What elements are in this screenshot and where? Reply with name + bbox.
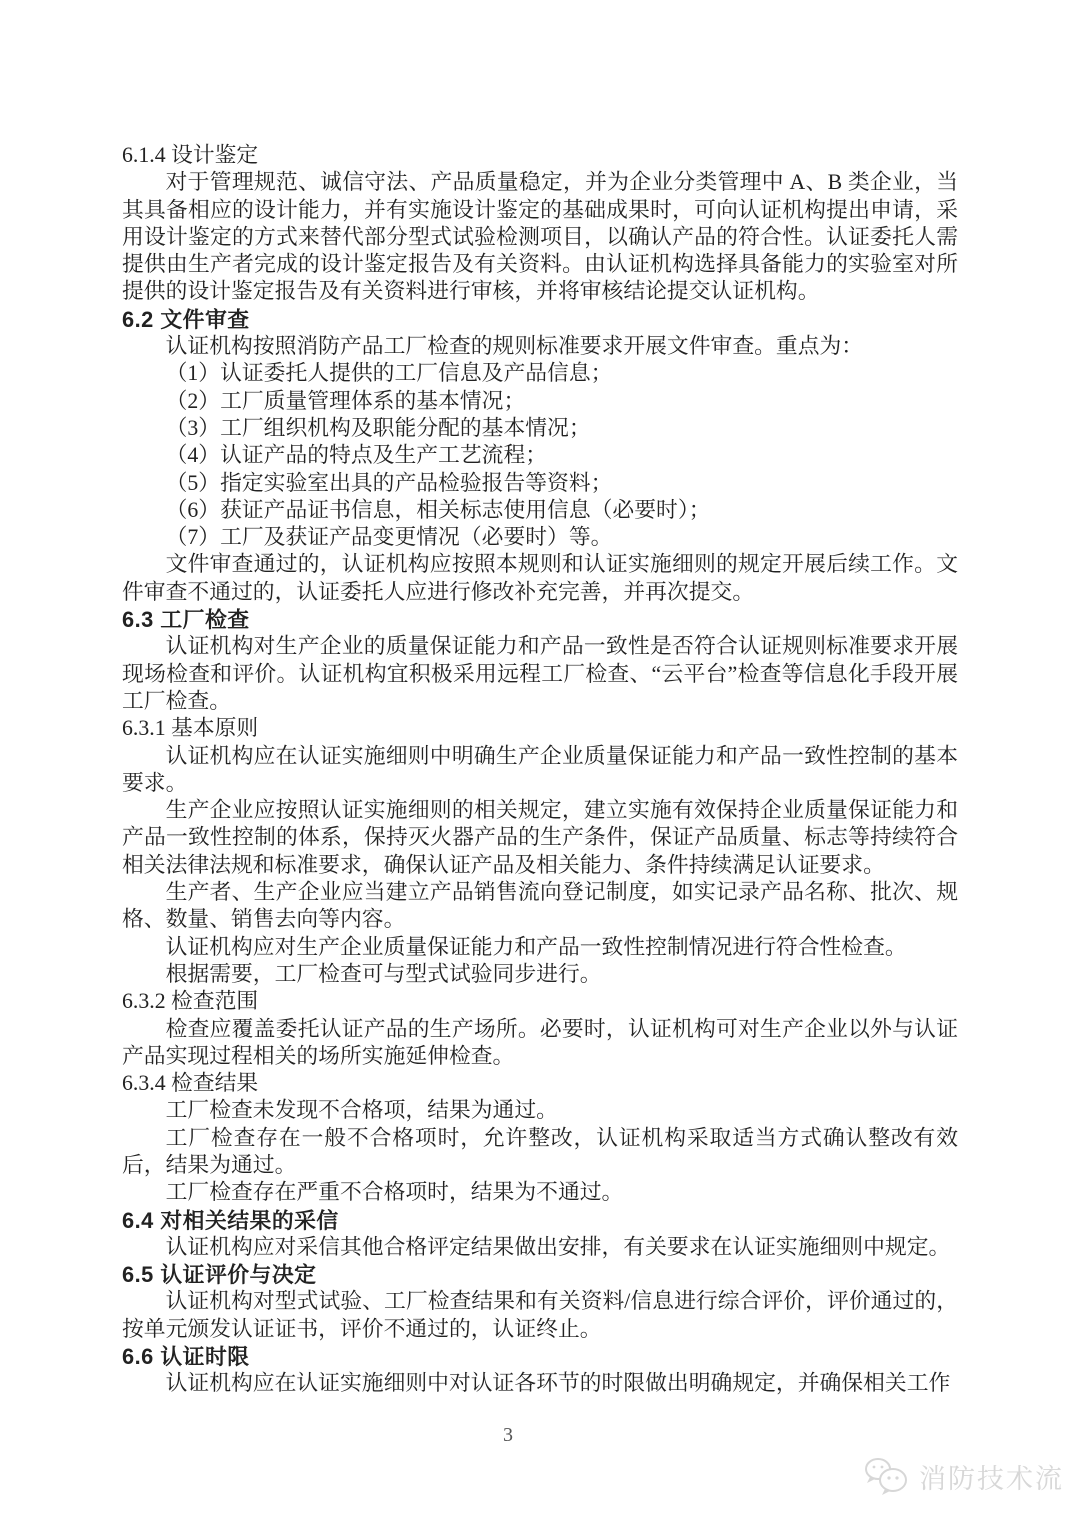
paragraph: （4）认证产品的特点及生产工艺流程； [165, 443, 548, 468]
paragraph: 生产企业应按照认证实施细则的相关规定，建立实施有效保持企业质量保证能力和产品一致性控制的体系，保持灭火器产品的生产条件，保证产品质量、标志等持续符合相关法律法规和标准要求，确保认证产品及相关能力、条件持续满足认证要求。 [122, 798, 958, 877]
page-number: 3 [503, 1424, 513, 1446]
paragraph: 工厂检查未发现不合格项，结果为通过。 [165, 1098, 558, 1123]
paragraph: 根据需要，工厂检查可与型式试验同步进行。 [165, 961, 602, 986]
paragraph: 检查应覆盖委托认证产品的生产场所。必要时，认证机构可对生产企业以外与认证产品实现过程相关的场所实施延伸检查。 [122, 1016, 958, 1068]
subsection-heading: 6.3.4 检查结果 [122, 1071, 259, 1096]
paragraph: 认证机构按照消防产品工厂检查的规则标准要求开展文件审查。重点为： [165, 334, 864, 359]
section-heading: 6.5 认证评价与决定 [122, 1262, 317, 1288]
paragraph: （7）工厂及获证产品变更情况（必要时）等。 [165, 525, 613, 550]
paragraph: （6）获证产品证书信息，相关标志使用信息（必要时）； [165, 497, 711, 522]
paragraph: 认证机构对生产企业的质量保证能力和产品一致性是否符合认证规则标准要求开展现场检查和评价。认证机构宜积极采用远程工厂检查、“云平台”检查等信息化手段开展工厂检查。 [122, 634, 958, 713]
paragraph: 生产者、生产企业应当建立产品销售流向登记制度，如实记录产品名称、批次、规格、数量、销售去向等内容。 [122, 880, 958, 932]
wechat-icon [863, 1455, 909, 1497]
subsection-heading: 6.3.1 基本原则 [122, 716, 259, 741]
paragraph: （2）工厂质量管理体系的基本情况； [165, 388, 526, 413]
paragraph: 工厂检查存在一般不合格项时，允许整改，认证机构采取适当方式确认整改有效后，结果为通过。 [122, 1125, 958, 1177]
watermark-text: 消防技术流 [919, 1463, 1064, 1494]
document-body [122, 142, 958, 1398]
section-heading: 6.3 工厂检查 [122, 607, 250, 633]
subsection-heading: 6.3.2 检查范围 [122, 989, 259, 1014]
paragraph: （1）认证委托人提供的工厂信息及产品信息； [165, 361, 613, 386]
paragraph: （3）工厂组织机构及职能分配的基本情况； [165, 415, 591, 440]
paragraph: 对于管理规范、诚信守法、产品质量稳定，并为企业分类管理中 A、B 类企业，当其具备相应的设计能力，并有实施设计鉴定的基础成果时，可向认证机构提出申请，采用设计鉴定的方式来替代部分型式试验检测项目，以确认产品的符合性。认证委托人需提供由生产者完成的设计鉴定报告及有关资料。由认证机构选择具备能力的实验室对所提供的设计鉴定报告及有关资料进行审核，并将审核结论提交认证机构。 [122, 170, 958, 304]
paragraph: 文件审查通过的，认证机构应按照本规则和认证实施细则的规定开展后续工作。文件审查不通过的，认证委托人应进行修改补充完善，并再次提交。 [122, 552, 958, 604]
section-heading: 6.6 认证时限 [122, 1344, 250, 1370]
paragraph: 认证机构对型式试验、工厂检查结果和有关资料/信息进行综合评价，评价通过的，按单元颁发认证证书，评价不通过的，认证终止。 [122, 1289, 958, 1341]
watermark [863, 1455, 1064, 1497]
paragraph: （5）指定实验室出具的产品检验报告等资料； [165, 470, 613, 495]
paragraph: 认证机构应对采信其他合格评定结果做出安排，有关要求在认证实施细则中规定。 [165, 1234, 951, 1259]
paragraph: 工厂检查存在严重不合格项时，结果为不通过。 [165, 1180, 624, 1205]
paragraph: 认证机构应对生产企业质量保证能力和产品一致性控制情况进行符合性检查。 [165, 934, 907, 959]
paragraph: 认证机构应在认证实施细则中对认证各环节的时限做出明确规定，并确保相关工作 [165, 1371, 951, 1396]
subsection-heading: 6.1.4 设计鉴定 [122, 143, 259, 167]
paragraph: 认证机构应在认证实施细则中明确生产企业质量保证能力和产品一致性控制的基本要求。 [122, 743, 958, 795]
section-heading: 6.4 对相关结果的采信 [122, 1207, 339, 1233]
section-heading: 6.2 文件审查 [122, 306, 250, 332]
